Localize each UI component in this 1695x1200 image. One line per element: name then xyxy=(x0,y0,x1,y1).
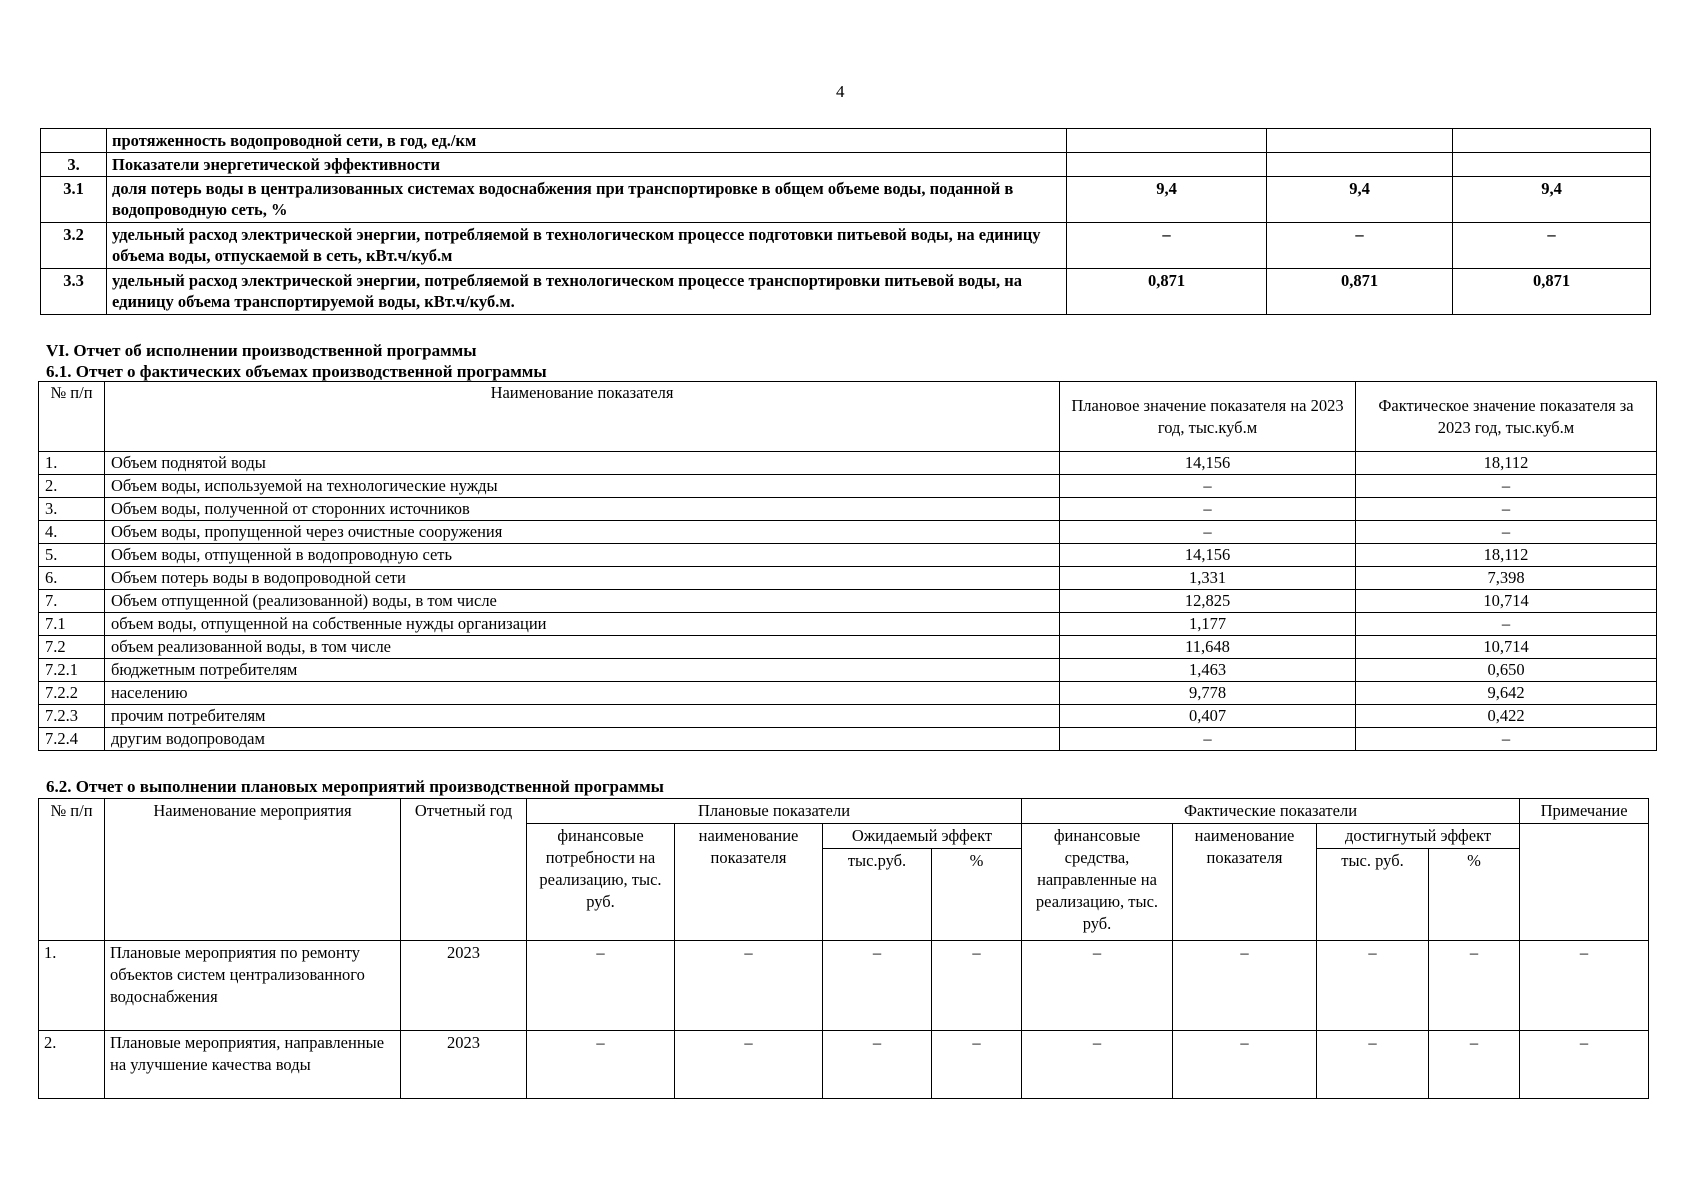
row-name: населению xyxy=(105,682,1060,705)
header-fact-group: Фактические показатели xyxy=(1022,799,1520,824)
header-fact-indicator: наименование показателя xyxy=(1173,824,1317,941)
table-row xyxy=(39,567,1657,590)
value-cell xyxy=(1453,129,1651,153)
plan-value: – xyxy=(1060,728,1356,751)
fact-value: 9,642 xyxy=(1356,682,1657,705)
table-row xyxy=(39,659,1657,682)
row-name: Объем поднятой воды xyxy=(105,452,1060,475)
planned-measures-table xyxy=(38,798,1649,1099)
plan-value: 14,156 xyxy=(1060,544,1356,567)
header-fact-fin: финансовые средства, направленные на реализацию, тыс. руб. xyxy=(1022,824,1173,941)
row-name: бюджетным потребителям xyxy=(105,659,1060,682)
table-row xyxy=(39,1031,1649,1099)
row-number: 7.2 xyxy=(39,636,105,659)
plan-value: 9,778 xyxy=(1060,682,1356,705)
row-number: 7.2.4 xyxy=(39,728,105,751)
cell: – xyxy=(1022,1031,1173,1099)
table-row xyxy=(39,636,1657,659)
row-number: 3.3 xyxy=(41,269,107,315)
production-volumes-table xyxy=(38,381,1657,751)
table-header-row xyxy=(39,382,1657,452)
table-row xyxy=(41,223,1651,269)
fact-value: 7,398 xyxy=(1356,567,1657,590)
fact-value: 0,422 xyxy=(1356,705,1657,728)
table-row xyxy=(39,590,1657,613)
table-row xyxy=(41,269,1651,315)
row-number: 4. xyxy=(39,521,105,544)
value-cell: 0,871 xyxy=(1453,269,1651,315)
table-row xyxy=(41,129,1651,153)
row-number: 2. xyxy=(39,1031,105,1099)
row-name: Объем воды, пропущенной через очистные сооружения xyxy=(105,521,1060,544)
value-cell xyxy=(1067,129,1267,153)
row-number: 1. xyxy=(39,941,105,1031)
row-label: удельный расход электрической энергии, потребляемой в технологическом процессе подготовки питьевой воды, на единицу объема воды, отпускаемой в сеть, кВт.ч/куб.м xyxy=(107,223,1067,269)
value-cell: – xyxy=(1453,223,1651,269)
row-number: 7.1 xyxy=(39,613,105,636)
cell: – xyxy=(1317,941,1429,1031)
cell: – xyxy=(527,1031,675,1099)
cell: – xyxy=(1022,941,1173,1031)
plan-value: 14,156 xyxy=(1060,452,1356,475)
cell: – xyxy=(675,1031,823,1099)
row-number: 7.2.2 xyxy=(39,682,105,705)
cell: – xyxy=(527,941,675,1031)
value-cell xyxy=(1453,153,1651,177)
subsection-title-6-2: 6.2. Отчет о выполнении плановых мероприятий производственной программы xyxy=(46,777,664,796)
fact-value: 18,112 xyxy=(1356,452,1657,475)
value-cell xyxy=(1067,153,1267,177)
value-cell: 9,4 xyxy=(1453,177,1651,223)
row-year: 2023 xyxy=(401,941,527,1031)
row-name: Объем воды, используемой на технологические нужды xyxy=(105,475,1060,498)
row-number: 3. xyxy=(41,153,107,177)
row-year: 2023 xyxy=(401,1031,527,1099)
header-plan-indicator: наименование показателя xyxy=(675,824,823,941)
header-fact-rub: тыс. руб. xyxy=(1317,849,1429,941)
plan-value: 1,177 xyxy=(1060,613,1356,636)
fact-value: 18,112 xyxy=(1356,544,1657,567)
header-note-blank xyxy=(1520,824,1649,941)
value-cell: 0,871 xyxy=(1267,269,1453,315)
energy-efficiency-table xyxy=(40,128,1651,315)
section-title: VI. Отчет об исполнении производственной программы xyxy=(46,341,477,360)
row-number: 6. xyxy=(39,567,105,590)
header-note: Примечание xyxy=(1520,799,1649,824)
value-cell xyxy=(1267,153,1453,177)
plan-value: – xyxy=(1060,475,1356,498)
row-number: 3.2 xyxy=(41,223,107,269)
plan-value: 12,825 xyxy=(1060,590,1356,613)
fact-value: 10,714 xyxy=(1356,636,1657,659)
table-row xyxy=(39,941,1649,1031)
cell: – xyxy=(675,941,823,1031)
plan-value: – xyxy=(1060,521,1356,544)
table-row xyxy=(41,153,1651,177)
value-cell: 9,4 xyxy=(1267,177,1453,223)
table-row xyxy=(39,475,1657,498)
row-number: 7.2.3 xyxy=(39,705,105,728)
cell: – xyxy=(1520,1031,1649,1099)
row-name: Плановые мероприятия по ремонту объектов систем централизованного водоснабжения xyxy=(105,941,401,1031)
row-label: доля потерь воды в централизованных системах водоснабжения при транспортировке в общем объеме воды, поданной в водопроводную сеть, % xyxy=(107,177,1067,223)
header-fact: Фактическое значение показателя за 2023 год, тыс.куб.м xyxy=(1356,382,1657,452)
cell: – xyxy=(1173,941,1317,1031)
table-row xyxy=(39,544,1657,567)
header-num: № п/п xyxy=(39,799,105,941)
row-name: прочим потребителям xyxy=(105,705,1060,728)
row-name: Объем воды, полученной от сторонних источников xyxy=(105,498,1060,521)
row-number: 5. xyxy=(39,544,105,567)
table-row xyxy=(41,177,1651,223)
plan-value: 1,331 xyxy=(1060,567,1356,590)
cell: – xyxy=(1429,941,1520,1031)
value-cell: – xyxy=(1067,223,1267,269)
header-plan-fin: финансовые потребности на реализацию, тыс. руб. xyxy=(527,824,675,941)
header-plan: Плановое значение показателя на 2023 год, тыс.куб.м xyxy=(1060,382,1356,452)
cell: – xyxy=(1520,941,1649,1031)
page-number: 4 xyxy=(836,82,845,101)
row-name: Объем потерь воды в водопроводной сети xyxy=(105,567,1060,590)
table-row xyxy=(39,705,1657,728)
header-plan-group: Плановые показатели xyxy=(527,799,1022,824)
row-number: 7. xyxy=(39,590,105,613)
header-plan-rub: тыс.руб. xyxy=(823,849,932,941)
row-label: протяженность водопроводной сети, в год, ед./км xyxy=(107,129,1067,153)
row-name: объем реализованной воды, в том числе xyxy=(105,636,1060,659)
row-number: 1. xyxy=(39,452,105,475)
table-row xyxy=(39,498,1657,521)
row-number: 7.2.1 xyxy=(39,659,105,682)
row-name: другим водопроводам xyxy=(105,728,1060,751)
cell: – xyxy=(932,941,1022,1031)
fact-value: – xyxy=(1356,521,1657,544)
row-name: Плановые мероприятия, направленные на улучшение качества воды xyxy=(105,1031,401,1099)
fact-value: – xyxy=(1356,498,1657,521)
value-cell: 0,871 xyxy=(1067,269,1267,315)
cell: – xyxy=(823,941,932,1031)
row-name: объем воды, отпущенной на собственные нужды организации xyxy=(105,613,1060,636)
fact-value: 10,714 xyxy=(1356,590,1657,613)
header-name: Наименование мероприятия xyxy=(105,799,401,941)
table-row xyxy=(39,682,1657,705)
value-cell: 9,4 xyxy=(1067,177,1267,223)
table-row xyxy=(39,452,1657,475)
table-header-row xyxy=(39,799,1649,824)
fact-value: – xyxy=(1356,475,1657,498)
row-name: Объем отпущенной (реализованной) воды, в том числе xyxy=(105,590,1060,613)
row-number: 3.1 xyxy=(41,177,107,223)
cell: – xyxy=(1173,1031,1317,1099)
cell: – xyxy=(823,1031,932,1099)
plan-value: 11,648 xyxy=(1060,636,1356,659)
row-number xyxy=(41,129,107,153)
row-label: Показатели энергетической эффективности xyxy=(107,153,1067,177)
subsection-title-6-1: 6.1. Отчет о фактических объемах производственной программы xyxy=(46,362,547,381)
table-row xyxy=(39,728,1657,751)
header-year: Отчетный год xyxy=(401,799,527,941)
header-name: Наименование показателя xyxy=(105,382,1060,452)
header-plan-pct: % xyxy=(932,849,1022,941)
header-plan-effect: Ожидаемый эффект xyxy=(823,824,1022,849)
row-label: удельный расход электрической энергии, потребляемой в технологическом процессе транспортировки питьевой воды, на единицу объема транспортируемой воды, кВт.ч/куб.м. xyxy=(107,269,1067,315)
cell: – xyxy=(932,1031,1022,1099)
cell: – xyxy=(1317,1031,1429,1099)
header-num: № п/п xyxy=(39,382,105,452)
row-name: Объем воды, отпущенной в водопроводную сеть xyxy=(105,544,1060,567)
fact-value: – xyxy=(1356,728,1657,751)
plan-value: 0,407 xyxy=(1060,705,1356,728)
plan-value: – xyxy=(1060,498,1356,521)
header-fact-effect: достигнутый эффект xyxy=(1317,824,1520,849)
cell: – xyxy=(1429,1031,1520,1099)
fact-value: – xyxy=(1356,613,1657,636)
table-row xyxy=(39,521,1657,544)
header-fact-pct: % xyxy=(1429,849,1520,941)
plan-value: 1,463 xyxy=(1060,659,1356,682)
table-row xyxy=(39,613,1657,636)
value-cell: – xyxy=(1267,223,1453,269)
row-number: 2. xyxy=(39,475,105,498)
row-number: 3. xyxy=(39,498,105,521)
fact-value: 0,650 xyxy=(1356,659,1657,682)
value-cell xyxy=(1267,129,1453,153)
